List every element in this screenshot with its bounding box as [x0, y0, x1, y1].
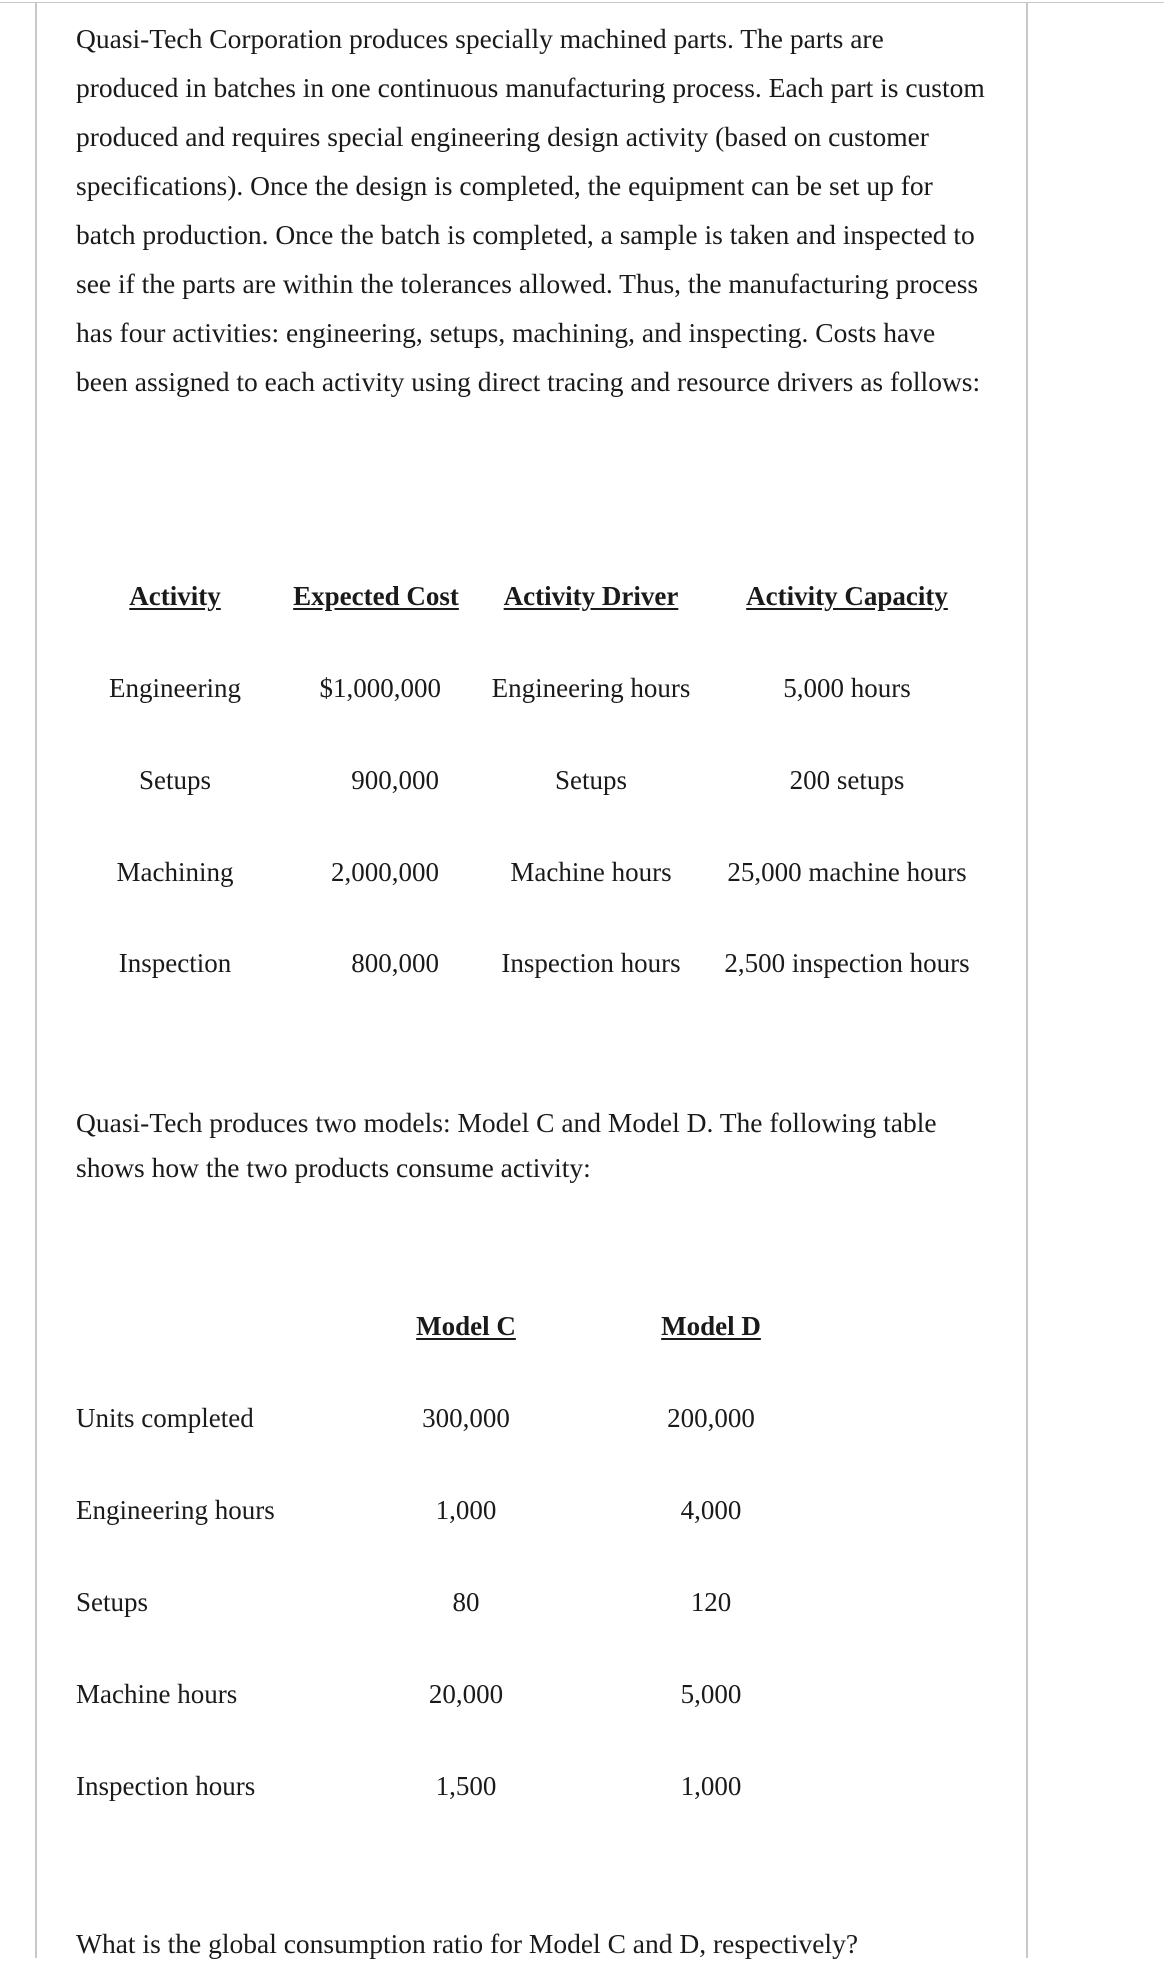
question-text: What is the global consumption ratio for Model C and D, respectively?: [76, 1928, 859, 1959]
table-row-label: Engineering hours: [76, 1495, 275, 1525]
table-row-capacity: 200 setups: [789, 765, 905, 795]
models-paragraph: Quasi-Tech produces two models: Model C and Model D. The following table shows how the two products consume activity:: [76, 1107, 937, 1183]
table-row-model-c: 1,000: [435, 1495, 497, 1525]
table-row-model-d: 200,000: [667, 1403, 755, 1433]
table-row-label: Units completed: [76, 1403, 254, 1433]
table-row-model-c: 20,000: [428, 1679, 504, 1709]
table-row-cost: 800,000: [351, 948, 439, 978]
table-row-model-d: 120: [690, 1587, 732, 1617]
table-row-model-c: 80: [452, 1587, 480, 1617]
table-row-cost: 900,000: [351, 765, 439, 795]
table-row-driver: Setups: [554, 765, 628, 795]
left-border: [35, 2, 37, 1958]
table-row-activity: Setups: [138, 765, 212, 795]
model-d-header: Model D: [661, 1311, 761, 1341]
activity-driver-header: Activity Driver: [503, 581, 679, 611]
top-border: [0, 2, 1164, 3]
table-row-capacity: 5,000 hours: [783, 673, 911, 703]
right-border: [1026, 2, 1028, 1958]
expected-cost-header: Expected Cost: [293, 581, 459, 611]
table-row-model-c: 300,000: [422, 1403, 510, 1433]
table-row-activity: Inspection: [118, 948, 232, 978]
model-c-header: Model C: [416, 1311, 516, 1341]
activity-capacity-header: Activity Capacity: [746, 581, 948, 611]
table-row-cost: 2,000,000: [331, 857, 439, 887]
table-row-label: Setups: [76, 1587, 149, 1617]
table-row-label: Inspection hours: [76, 1771, 256, 1801]
table-row-driver: Engineering hours: [491, 673, 691, 703]
intro-paragraph: Quasi-Tech Corporation produces specially machined parts. The parts are produced in batches in one continuous manufacturing process. Each part is custom produced and requires special engineering design activity (based on customer specifications). Once the design is completed, the equipment can be set up for batch production. Once the batch is completed, a sample is taken and inspected to see if the parts are within the tolerances allowed. Thus, the manufacturing process has four activities: engineering, setups, machining, and inspecting. Costs have been assigned to each activity using direct tracing and resource drivers as follows:: [76, 23, 985, 397]
table-row-activity: Engineering: [109, 673, 241, 703]
table-row-label: Machine hours: [76, 1679, 238, 1709]
table-row-model-c: 1,500: [435, 1771, 497, 1801]
activity-header: Activity: [129, 581, 221, 611]
table-row-model-d: 1,000: [680, 1771, 742, 1801]
table-row-capacity: 2,500 inspection hours: [724, 948, 970, 978]
table-row-driver: Inspection hours: [501, 948, 681, 978]
table-row-model-d: 4,000: [680, 1495, 742, 1525]
table-row-capacity: 25,000 machine hours: [727, 857, 967, 887]
table-row-model-d: 5,000: [680, 1679, 742, 1709]
table-row-cost: $1,000,000: [319, 673, 441, 703]
table-row-driver: Machine hours: [510, 857, 672, 887]
table-row-activity: Machining: [116, 857, 234, 887]
